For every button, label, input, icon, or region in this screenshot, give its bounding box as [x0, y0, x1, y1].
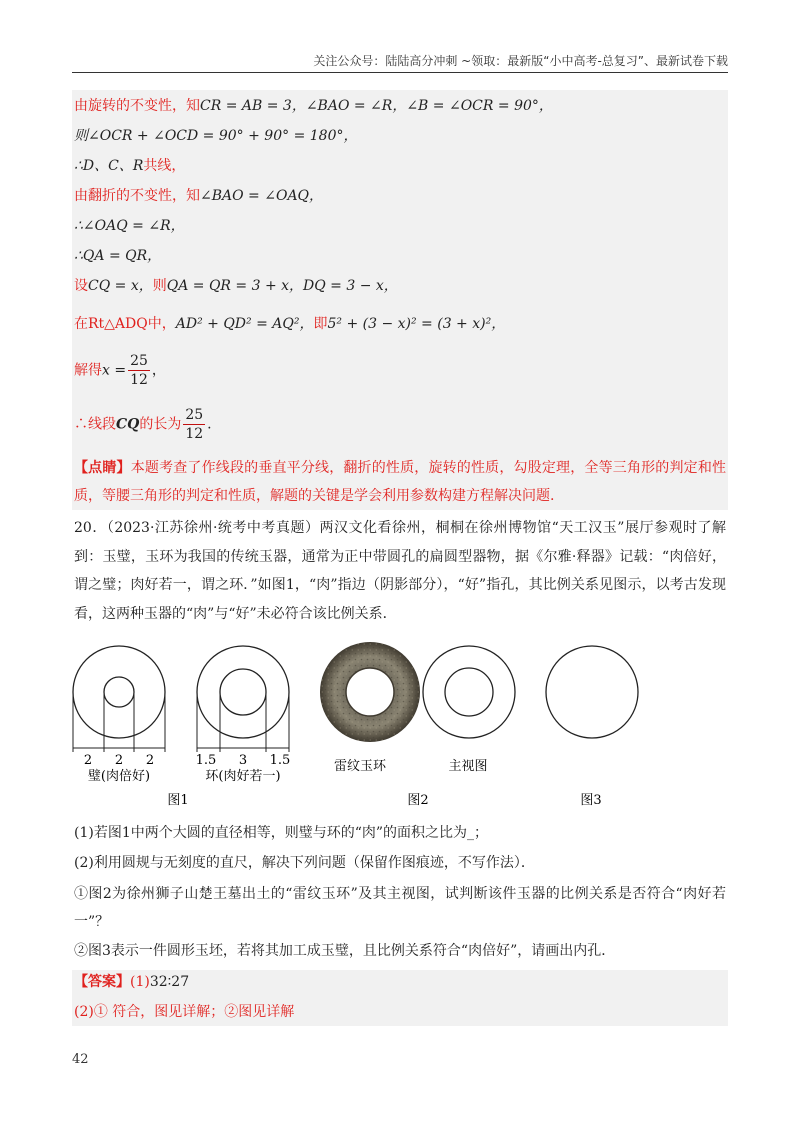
math: ∴∠OAQ = ∠R， — [74, 218, 185, 234]
main-view-inner-circle — [445, 668, 493, 716]
problem-intro: 20．（2023·江苏徐州·统考中考真题）两汉文化看徐州，桐桐在徐州博物馆“天工汉玉”展厅参观时了解到：玉璧，玉环为我国的传统玉器，通常为正中带圆孔的扁圆型器物，据《尔雅·释器》记载：“肉倍好，谓之璧；肉好若一，谓之环．”如图1，“肉”指边（阴影部分），“好”指孔，其比例关系见图示，以考古发现看，这两种玉器的“肉”与“好”未必符合该比例关系． — [74, 520, 726, 622]
text: 解得 — [74, 362, 102, 379]
text: ∴线段 — [74, 416, 116, 433]
math: CR = AB = 3，∠BAO = ∠R，∠B = ∠OCR = 90°， — [200, 98, 553, 114]
text: . — [207, 416, 212, 433]
tip-text: 本题考查了作线段的垂直平分线，翻折的性质，旋转的性质，勾股定理，全等三角形的判定和性质，等腰三角形的判定和性质，解题的关键是学会利用参数构建方程解决问题. — [74, 460, 727, 504]
fraction-denominator: 12 — [185, 426, 204, 442]
page-number: 42 — [72, 1052, 89, 1067]
main-view-outer-circle — [423, 646, 515, 738]
main-view-figure — [423, 646, 515, 738]
text: 设 — [74, 278, 88, 294]
text: 在Rt△ADQ中， — [74, 316, 176, 332]
math: ∴QA = QR， — [74, 248, 162, 264]
solution-line-4 — [74, 186, 323, 206]
fig1-label: 图1 — [167, 793, 189, 808]
jade-caption: 雷纹玉环 — [333, 759, 387, 774]
huan-caption: 环(肉好若一) — [205, 769, 281, 784]
huan-outer-circle — [197, 646, 289, 738]
jade-ring-photo — [320, 642, 420, 742]
math: AD² + QD² = AQ²， — [175, 316, 314, 332]
text: 的长为 — [139, 416, 182, 433]
answer-1-prefix: (1) — [130, 974, 150, 990]
huan-figure — [197, 646, 289, 752]
bi-dim-3: 2 — [145, 753, 155, 768]
solution-line-5 — [74, 216, 185, 236]
header-rule — [72, 72, 728, 73]
math: ∠BAO = ∠OAQ， — [200, 188, 324, 204]
fig3-circle — [546, 646, 638, 738]
text: 由旋转的不变性，知 — [74, 98, 200, 114]
solution-line-8 — [74, 314, 505, 334]
bi-figure — [73, 646, 165, 752]
solution-line-6 — [74, 246, 161, 266]
answer-label: 【答案】 — [74, 974, 130, 990]
fraction-denominator: 12 — [130, 372, 148, 388]
solution-block — [72, 90, 728, 510]
answer-line-2: (2)① 符合，图见详解；②图见详解 — [74, 1004, 295, 1020]
bi-inner-circle — [104, 677, 134, 707]
math: 5² + (3 − x)² = (3 + x)²， — [327, 316, 506, 332]
text: ， — [151, 362, 166, 379]
math: x = — [102, 362, 127, 379]
solution-line-9 — [74, 352, 166, 389]
bi-outer-circle — [73, 646, 165, 738]
math: CQ = x， — [88, 278, 153, 294]
fig2-label: 图2 — [407, 793, 429, 808]
math: ∴D、C、R — [74, 158, 144, 174]
solution-line-3 — [74, 156, 185, 176]
question-1: (1)若图1中两个大圆的直径相等，则璧与环的“肉”的面积之比为_； — [74, 825, 489, 841]
huan-dim-3: 1.5 — [269, 753, 291, 768]
question-2b: ②图3表示一件圆形玉坯，若将其加工成玉璧，且比例关系符合“肉倍好”，请画出内孔． — [74, 943, 616, 959]
huan-dim-1: 1.5 — [195, 753, 217, 768]
fig3-label: 图3 — [580, 793, 602, 808]
tip-label: 【点睛】 — [74, 460, 131, 476]
math: 则∠OCR + ∠OCD = 90° + 90° = 180°， — [74, 128, 358, 144]
solution-line-7 — [74, 276, 398, 296]
text: 即 — [313, 316, 328, 332]
fraction — [183, 406, 205, 443]
text: 由翻折的不变性，知 — [74, 188, 200, 204]
jade-ring-hole — [346, 668, 394, 716]
bi-dim-2: 2 — [114, 753, 124, 768]
math: CQ — [116, 416, 140, 433]
text: 共线， — [143, 158, 186, 174]
huan-dim-2: 3 — [238, 753, 248, 768]
text: 则 — [152, 278, 167, 294]
fraction — [128, 352, 150, 389]
answer-1-value: 32∶27 — [149, 974, 190, 990]
solution-line-1 — [74, 96, 553, 116]
main-view-caption: 主视图 — [448, 759, 488, 774]
question-2: (2)利用圆规与无刻度的直尺，解决下列问题（保留作图痕迹，不写作法）． — [74, 855, 535, 871]
bi-caption: 璧(肉倍好) — [87, 769, 151, 784]
solution-line-10 — [74, 406, 212, 443]
answer-line-1 — [74, 972, 189, 992]
tip-paragraph — [74, 454, 726, 510]
math: QA = QR = 3 + x，DQ = 3 − x， — [166, 278, 398, 294]
solution-line-2 — [74, 126, 357, 146]
page-header: 关注公众号：陆陆高分冲刺 ~领取：最新版“小中高考-总复习”、最新试卷下载 — [313, 54, 728, 68]
fraction-numerator: 25 — [130, 353, 148, 369]
figures — [60, 640, 750, 810]
bi-dim-1: 2 — [83, 753, 93, 768]
huan-inner-circle — [220, 669, 266, 715]
fraction-numerator: 25 — [185, 407, 204, 423]
question-2a: ①图2为徐州狮子山楚王墓出土的“雷纹玉环”及其主视图，试判断该件玉器的比例关系是否符合“肉好若一”？ — [74, 886, 726, 930]
